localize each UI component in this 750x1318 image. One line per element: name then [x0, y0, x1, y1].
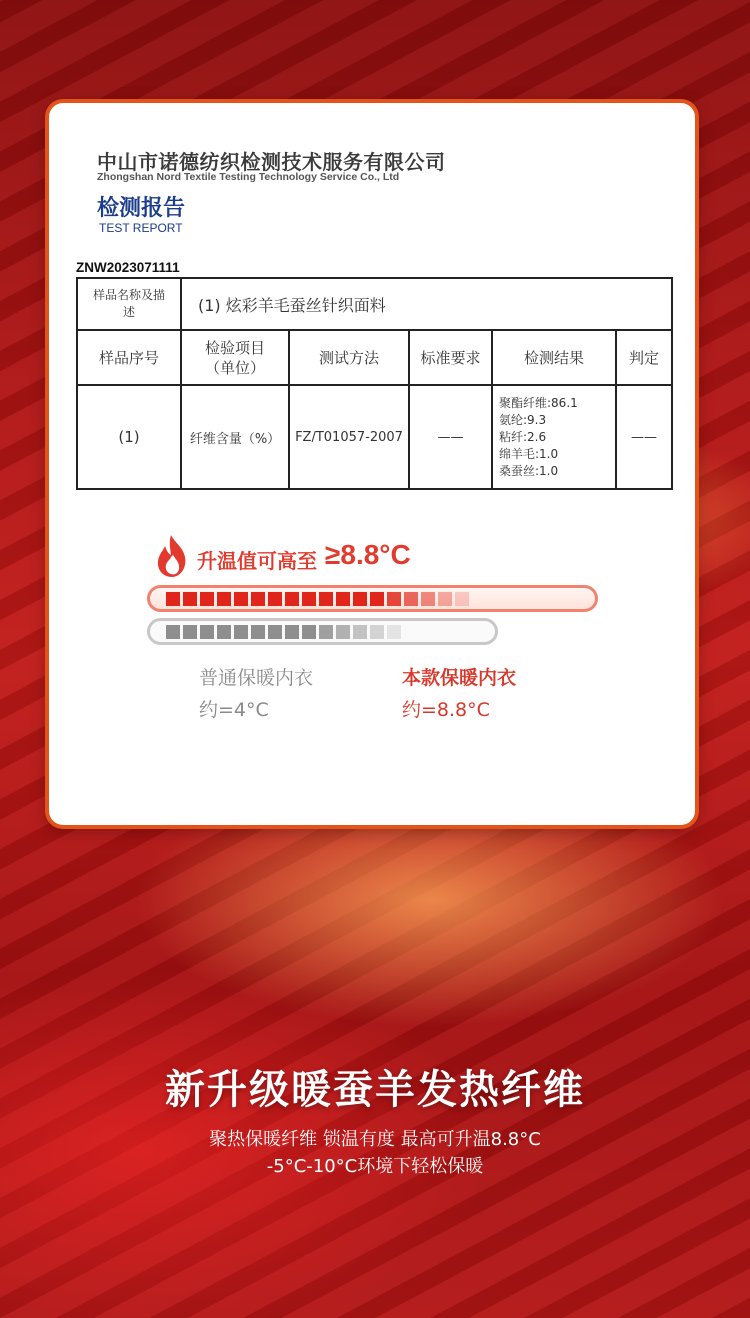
bar-segment [302, 592, 316, 606]
report-title-en: TEST REPORT [99, 221, 183, 235]
this-product-heat-bar [147, 585, 598, 612]
bar-segment [438, 625, 452, 639]
sample-name-value: (1) 炫彩羊毛蚕丝针织面料 [181, 278, 672, 330]
result-line: 粘纤:2.6 [499, 429, 547, 444]
cell-test-item: 纤维含量（%） [181, 385, 289, 489]
bar-segment [285, 592, 299, 606]
cell-sample-no: (1) [77, 385, 181, 489]
this-product-label: 本款保暖内衣 [402, 667, 517, 689]
bar-segment [353, 592, 367, 606]
header-test-item: 检验项目（单位） [181, 330, 289, 385]
bar-segment [387, 625, 401, 639]
bar-segment [200, 592, 214, 606]
header-method: 测试方法 [289, 330, 409, 385]
normal-product-label: 普通保暖内衣 [199, 667, 314, 689]
cell-method: FZ/T01057-2007 [289, 385, 409, 489]
bar-segment [166, 592, 180, 606]
table-header-row [77, 330, 672, 385]
bar-segment [251, 592, 265, 606]
bar-segment [200, 625, 214, 639]
sample-name-label: 样品名称及描述 [77, 278, 181, 330]
bar-segment [183, 592, 197, 606]
result-line: 桑蚕丝:1.0 [499, 463, 559, 478]
bar-segment [319, 592, 333, 606]
result-line: 氨纶:9.3 [499, 412, 547, 427]
bar-segment [472, 592, 486, 606]
bar-segment [319, 625, 333, 639]
report-table [76, 277, 673, 490]
bar-segment [455, 592, 469, 606]
cell-results [492, 385, 616, 489]
this-product-value: 约=8.8°C [402, 699, 490, 721]
bar-segment [353, 625, 367, 639]
bar-segment [166, 625, 180, 639]
bar-segment [336, 625, 350, 639]
bar-segment [421, 625, 435, 639]
result-line: 绵羊毛:1.0 [499, 446, 559, 461]
normal-product-heat-bar [147, 618, 498, 645]
flame-icon [153, 533, 193, 579]
test-report-card [49, 103, 695, 825]
subtitle-line-2: -5°C-10°C环境下轻松保暖 [266, 1156, 484, 1177]
bar-segment [506, 592, 520, 606]
header-standard: 标准要求 [409, 330, 492, 385]
heat-title: 升温值可高至 [197, 549, 317, 573]
result-line: 聚酯纤维:86.1 [499, 395, 578, 410]
normal-product-value: 约=4°C [199, 699, 269, 721]
headline: 新升级暖蚕羊发热纤维 [165, 1067, 585, 1113]
bar-segment [268, 625, 282, 639]
report-number: ZNW2023071111 [76, 260, 180, 275]
bar-segment [302, 625, 316, 639]
bar-segment [489, 592, 503, 606]
table-row-sample-name [77, 278, 672, 330]
bar-segment [285, 625, 299, 639]
bar-segment [183, 625, 197, 639]
report-title-cn: 检测报告 [97, 196, 186, 221]
bar-segment [251, 625, 265, 639]
header-result: 检测结果 [492, 330, 616, 385]
bar-segment [404, 592, 418, 606]
bar-segment [268, 592, 282, 606]
subtitle-line-1: 聚热保暖纤维 锁温有度 最高可升温8.8°C [209, 1129, 541, 1150]
bar-segment [234, 625, 248, 639]
bar-segment [421, 592, 435, 606]
bar-segment [370, 625, 384, 639]
bar-segment [387, 592, 401, 606]
bar-segment [217, 625, 231, 639]
bar-segment [336, 592, 350, 606]
company-name-cn: 中山市诺德纺织检测技术服务有限公司 [97, 150, 446, 174]
table-row [77, 385, 672, 489]
cell-standard: —— [409, 385, 492, 489]
bar-segment [234, 592, 248, 606]
company-name-en: Zhongshan Nord Textile Testing Technology Service Co., Ltd [97, 171, 400, 183]
cell-judgement: —— [616, 385, 672, 489]
bar-segment [217, 592, 231, 606]
bar-segment [370, 592, 384, 606]
bar-segment [438, 592, 452, 606]
bar-segment [404, 625, 418, 639]
bar-segment [523, 592, 537, 606]
header-judgement: 判定 [616, 330, 672, 385]
heat-value: ≥8.8°C [325, 539, 411, 570]
header-sample-no: 样品序号 [77, 330, 181, 385]
